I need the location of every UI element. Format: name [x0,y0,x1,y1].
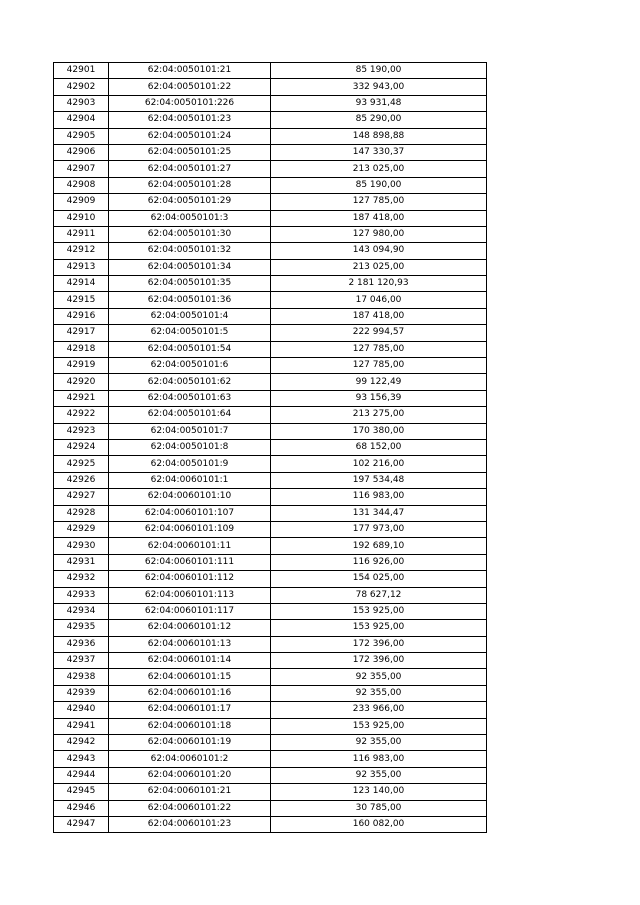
value-cell: 154 025,00 [271,571,487,587]
cadastral-number-cell: 62:04:0060101:109 [109,521,271,537]
cadastral-number-cell: 62:04:0060101:113 [109,587,271,603]
table-row [54,177,487,193]
row-number-cell: 42932 [54,571,109,587]
table-row [54,456,487,472]
value-cell: 116 983,00 [271,489,487,505]
row-number-cell: 42906 [54,144,109,160]
row-number-cell: 42903 [54,95,109,111]
cadastral-number-cell: 62:04:0050101:5 [109,325,271,341]
row-number-cell: 42925 [54,456,109,472]
row-number-cell: 42904 [54,112,109,128]
table-row [54,800,487,816]
cadastral-number-cell: 62:04:0060101:10 [109,489,271,505]
row-number-cell: 42911 [54,226,109,242]
row-number-cell: 42941 [54,718,109,734]
value-cell: 213 275,00 [271,407,487,423]
value-cell: 213 025,00 [271,161,487,177]
value-cell: 332 943,00 [271,79,487,95]
cadastral-number-cell: 62:04:0060101:12 [109,620,271,636]
table-row [54,472,487,488]
table-row [54,423,487,439]
value-cell: 153 925,00 [271,718,487,734]
cadastral-number-cell: 62:04:0050101:62 [109,374,271,390]
row-number-cell: 42937 [54,653,109,669]
value-cell: 116 926,00 [271,554,487,570]
value-cell: 78 627,12 [271,587,487,603]
cadastral-number-cell: 62:04:0050101:29 [109,194,271,210]
value-cell: 187 418,00 [271,308,487,324]
row-number-cell: 42902 [54,79,109,95]
cadastral-number-cell: 62:04:0060101:11 [109,538,271,554]
table-row [54,816,487,832]
cadastral-number-cell: 62:04:0060101:14 [109,653,271,669]
table-row [54,128,487,144]
row-number-cell: 42908 [54,177,109,193]
table-row [54,653,487,669]
table-row [54,407,487,423]
cadastral-number-cell: 62:04:0050101:9 [109,456,271,472]
table-row [54,79,487,95]
row-number-cell: 42940 [54,702,109,718]
cadastral-number-cell: 62:04:0050101:36 [109,292,271,308]
value-cell: 99 122,49 [271,374,487,390]
value-cell: 213 025,00 [271,259,487,275]
row-number-cell: 42939 [54,685,109,701]
row-number-cell: 42936 [54,636,109,652]
table-row [54,554,487,570]
value-cell: 143 094,90 [271,243,487,259]
value-cell: 160 082,00 [271,816,487,832]
row-number-cell: 42916 [54,308,109,324]
table-row [54,587,487,603]
table-row [54,308,487,324]
value-cell: 192 689,10 [271,538,487,554]
cadastral-number-cell: 62:04:0050101:226 [109,95,271,111]
value-cell: 148 898,88 [271,128,487,144]
cadastral-number-cell: 62:04:0060101:17 [109,702,271,718]
row-number-cell: 42915 [54,292,109,308]
value-cell: 127 785,00 [271,358,487,374]
cadastral-number-cell: 62:04:0050101:30 [109,226,271,242]
value-cell: 127 785,00 [271,341,487,357]
table-row [54,259,487,275]
value-cell: 172 396,00 [271,636,487,652]
row-number-cell: 42919 [54,358,109,374]
cadastral-number-cell: 62:04:0050101:64 [109,407,271,423]
value-cell: 102 216,00 [271,456,487,472]
value-cell: 153 925,00 [271,620,487,636]
table-row [54,751,487,767]
value-cell: 92 355,00 [271,735,487,751]
table-row [54,603,487,619]
cadastral-number-cell: 62:04:0060101:107 [109,505,271,521]
table-row [54,144,487,160]
cadastral-number-cell: 62:04:0060101:20 [109,767,271,783]
cadastral-number-cell: 62:04:0050101:23 [109,112,271,128]
table-row [54,325,487,341]
cadastral-number-cell: 62:04:0060101:111 [109,554,271,570]
value-cell: 172 396,00 [271,653,487,669]
value-cell: 127 980,00 [271,226,487,242]
row-number-cell: 42942 [54,735,109,751]
cadastral-number-cell: 62:04:0060101:112 [109,571,271,587]
value-cell: 2 181 120,93 [271,276,487,292]
value-cell: 92 355,00 [271,767,487,783]
value-cell: 123 140,00 [271,784,487,800]
value-cell: 92 355,00 [271,669,487,685]
row-number-cell: 42929 [54,521,109,537]
cadastral-number-cell: 62:04:0060101:16 [109,685,271,701]
table-row [54,521,487,537]
value-cell: 85 190,00 [271,177,487,193]
row-number-cell: 42930 [54,538,109,554]
cadastral-number-cell: 62:04:0050101:25 [109,144,271,160]
cadastral-number-cell: 62:04:0060101:2 [109,751,271,767]
table-row [54,571,487,587]
table-row [54,276,487,292]
cadastral-number-cell: 62:04:0050101:35 [109,276,271,292]
cadastral-number-cell: 62:04:0050101:7 [109,423,271,439]
table-row [54,112,487,128]
row-number-cell: 42923 [54,423,109,439]
table-row [54,439,487,455]
value-cell: 85 190,00 [271,63,487,79]
value-cell: 147 330,37 [271,144,487,160]
cadastral-number-cell: 62:04:0050101:28 [109,177,271,193]
cadastral-number-cell: 62:04:0050101:63 [109,390,271,406]
value-cell: 233 966,00 [271,702,487,718]
row-number-cell: 42935 [54,620,109,636]
value-cell: 85 290,00 [271,112,487,128]
table-row [54,63,487,79]
table-row [54,390,487,406]
row-number-cell: 42946 [54,800,109,816]
row-number-cell: 42909 [54,194,109,210]
table-row [54,194,487,210]
cadastral-number-cell: 62:04:0060101:15 [109,669,271,685]
cadastral-number-cell: 62:04:0060101:21 [109,784,271,800]
value-cell: 127 785,00 [271,194,487,210]
table-row [54,210,487,226]
table-row [54,505,487,521]
table-row [54,702,487,718]
value-cell: 68 152,00 [271,439,487,455]
table-body [54,63,487,833]
cadastral-number-cell: 62:04:0050101:8 [109,439,271,455]
value-cell: 197 534,48 [271,472,487,488]
value-cell: 30 785,00 [271,800,487,816]
cadastral-number-cell: 62:04:0060101:19 [109,735,271,751]
table-row [54,685,487,701]
row-number-cell: 42901 [54,63,109,79]
cadastral-number-cell: 62:04:0050101:24 [109,128,271,144]
row-number-cell: 42918 [54,341,109,357]
table-row [54,341,487,357]
cadastral-number-cell: 62:04:0050101:27 [109,161,271,177]
value-cell: 170 380,00 [271,423,487,439]
table-row [54,669,487,685]
cadastral-number-cell: 62:04:0060101:22 [109,800,271,816]
row-number-cell: 42922 [54,407,109,423]
row-number-cell: 42924 [54,439,109,455]
row-number-cell: 42914 [54,276,109,292]
cadastral-number-cell: 62:04:0050101:4 [109,308,271,324]
table-row [54,226,487,242]
table-row [54,95,487,111]
cadastral-number-cell: 62:04:0050101:54 [109,341,271,357]
table-row [54,718,487,734]
value-cell: 17 046,00 [271,292,487,308]
table-row [54,767,487,783]
row-number-cell: 42944 [54,767,109,783]
row-number-cell: 42943 [54,751,109,767]
row-number-cell: 42938 [54,669,109,685]
table-row [54,292,487,308]
table-row [54,636,487,652]
value-cell: 116 983,00 [271,751,487,767]
value-cell: 177 973,00 [271,521,487,537]
cadastral-number-cell: 62:04:0060101:18 [109,718,271,734]
cadastral-number-cell: 62:04:0060101:117 [109,603,271,619]
value-cell: 93 931,48 [271,95,487,111]
row-number-cell: 42926 [54,472,109,488]
table-row [54,620,487,636]
row-number-cell: 42945 [54,784,109,800]
table-row [54,735,487,751]
table-row [54,374,487,390]
row-number-cell: 42912 [54,243,109,259]
row-number-cell: 42928 [54,505,109,521]
table-row [54,243,487,259]
row-number-cell: 42934 [54,603,109,619]
cadastral-number-cell: 62:04:0050101:22 [109,79,271,95]
row-number-cell: 42907 [54,161,109,177]
table-row [54,358,487,374]
value-cell: 153 925,00 [271,603,487,619]
row-number-cell: 42905 [54,128,109,144]
row-number-cell: 42933 [54,587,109,603]
row-number-cell: 42927 [54,489,109,505]
row-number-cell: 42947 [54,816,109,832]
row-number-cell: 42920 [54,374,109,390]
cadastral-number-cell: 62:04:0050101:3 [109,210,271,226]
value-cell: 93 156,39 [271,390,487,406]
row-number-cell: 42921 [54,390,109,406]
table-row [54,489,487,505]
row-number-cell: 42910 [54,210,109,226]
cadastral-number-cell: 62:04:0050101:34 [109,259,271,275]
data-table [53,62,487,833]
value-cell: 131 344,47 [271,505,487,521]
cadastral-number-cell: 62:04:0050101:21 [109,63,271,79]
row-number-cell: 42917 [54,325,109,341]
cadastral-number-cell: 62:04:0060101:23 [109,816,271,832]
value-cell: 222 994,57 [271,325,487,341]
cadastral-number-cell: 62:04:0050101:32 [109,243,271,259]
table-row [54,161,487,177]
row-number-cell: 42913 [54,259,109,275]
cadastral-number-cell: 62:04:0060101:13 [109,636,271,652]
value-cell: 187 418,00 [271,210,487,226]
table-row [54,784,487,800]
cadastral-number-cell: 62:04:0060101:1 [109,472,271,488]
value-cell: 92 355,00 [271,685,487,701]
row-number-cell: 42931 [54,554,109,570]
table-row [54,538,487,554]
cadastral-number-cell: 62:04:0050101:6 [109,358,271,374]
